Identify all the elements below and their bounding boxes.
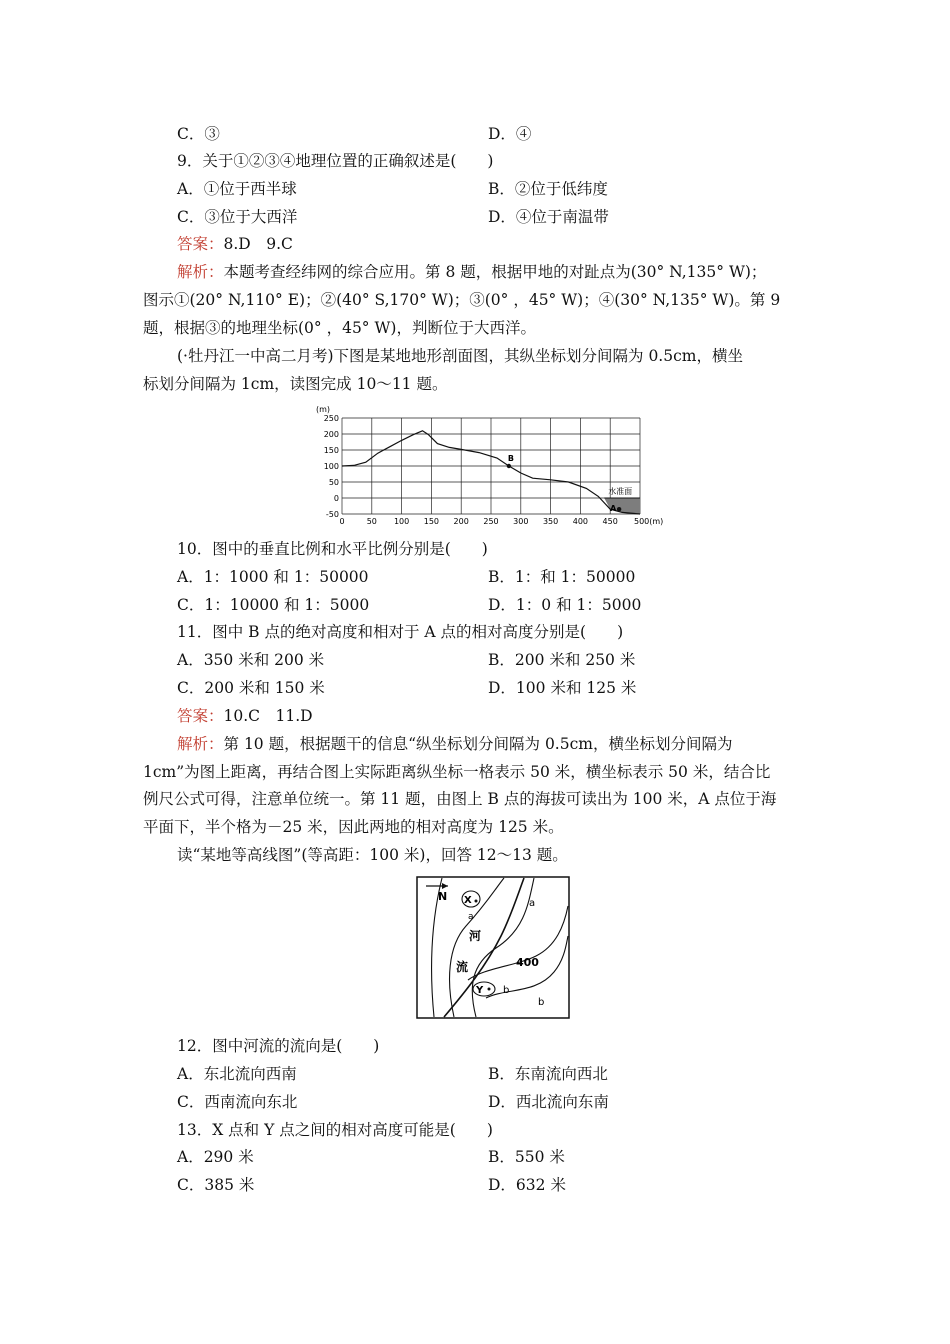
x-tick-label: 350	[542, 517, 559, 526]
x-point-marker	[475, 900, 478, 903]
q11-option-b: B．200 米和 250 米	[488, 651, 636, 669]
water-level-label: 水准面	[608, 487, 633, 496]
q13-option-d: D．632 米	[488, 1176, 566, 1194]
q10-stem: 10．图中的垂直比例和水平比例分别是( )	[177, 540, 488, 558]
x-tick-label: 450	[602, 517, 618, 526]
label-b-near-y: b	[503, 985, 510, 996]
explanation-line: 例尺公式可得，注意单位统一。第 11 题，由图上 B 点的海拔可读出为 100 米，A 点位于海	[143, 790, 777, 808]
intro-12-13: 读“某地等高线图”(等高距：100 米)，回答 12～13 题。	[177, 846, 568, 864]
terrain-profile-chart	[312, 402, 677, 530]
q11-option-a: A．350 米和 200 米	[177, 651, 325, 669]
y-tick-label: 250	[323, 414, 339, 423]
y-tick-label: 200	[323, 430, 339, 439]
intro-10-11: (·牡丹江一中高二月考)下图是某地地形剖面图，其纵坐标划分间隔为 0.5cm，横坐	[177, 347, 743, 365]
q9-option-b: B．②位于低纬度	[488, 180, 608, 198]
river-char-2: 流	[456, 960, 469, 974]
y-tick-label: 0	[333, 494, 339, 503]
label-a-near-x: a	[468, 912, 474, 922]
answer-label: 答案：	[177, 707, 224, 725]
q9-option-a: A．①位于西半球	[177, 180, 297, 198]
explanation-line	[177, 262, 766, 282]
q11-stem: 11．图中 B 点的绝对高度和相对于 A 点的相对高度分别是( )	[177, 623, 624, 641]
explanation-line: 题，根据③的地理坐标(0° ，45° W)，判断位于大西洋。	[143, 319, 536, 337]
x-point-label: X	[464, 895, 472, 906]
q13-option-b: B．550 米	[488, 1148, 565, 1166]
q12-stem: 12．图中河流的流向是( )	[177, 1037, 380, 1055]
q13-stem: 13．X 点和 Y 点之间的相对高度可能是( )	[177, 1121, 493, 1139]
x-tick-label: 0	[339, 517, 345, 526]
x-tick-label: 100	[393, 517, 410, 526]
q9-option-d: D．④位于南温带	[488, 208, 609, 226]
q12-option-d: D．西北流向东南	[488, 1093, 609, 1111]
explanation-line	[177, 734, 732, 754]
q10-option-c: C．1：10000 和 1：5000	[177, 596, 370, 614]
q12-option-a: A．东北流向西南	[177, 1065, 297, 1083]
north-label: N	[438, 890, 448, 903]
explanation-line: 1cm”为图上距离，再结合图上实际距离纵坐标一格表示 50 米，横坐标表示 50 米，结合比	[143, 763, 771, 781]
label-b: b	[538, 997, 545, 1008]
explanation-text: 本题考查经纬网的综合应用。第 8 题，根据甲地的对趾点为(30° N,135° W)；	[223, 263, 767, 281]
q11-option-d: D．100 米和 125 米	[488, 679, 637, 697]
q8-option-d: D．④	[488, 125, 532, 143]
x-tick-label: 500(m)	[634, 517, 664, 526]
q9-option-c: C．③位于大西洋	[177, 208, 298, 226]
explanation-line: 图示①(20° N,110° E)；②(40° S,170° W)；③(0° ，45° W)；④(30° N,135° W)。第 9	[143, 291, 781, 309]
q13-option-c: C．385 米	[177, 1176, 255, 1194]
y-tick-label: 100	[323, 462, 339, 471]
q12-option-b: B．东南流向西北	[488, 1065, 608, 1083]
chart-grid	[342, 418, 640, 514]
explanation-line: 平面下，半个格为－25 米，因此两地的相对高度为 125 米。	[143, 818, 564, 836]
q10-option-b: B．1：和 1：50000	[488, 568, 636, 586]
point-a-label: A	[610, 504, 617, 514]
y-axis-unit: (m)	[316, 405, 331, 414]
river-char-1: 河	[469, 929, 482, 943]
y-tick-label: -50	[325, 510, 339, 519]
x-tick-label: 150	[423, 517, 440, 526]
x-tick-label: 300	[513, 517, 529, 526]
y-point-marker	[488, 988, 491, 991]
explanation-text: 第 10 题，根据题干的信息“纵坐标划分间隔为 0.5cm，横坐标划分间隔为	[223, 735, 733, 753]
y-tick-label: 150	[323, 446, 339, 455]
point-b-marker	[507, 464, 511, 468]
explanation-label: 解析：	[177, 263, 224, 281]
answer-text: 10.C 11.D	[223, 707, 313, 725]
x-tick-label: 200	[453, 517, 469, 526]
answer-label: 答案：	[177, 235, 224, 253]
label-a: a	[529, 898, 536, 909]
q9-stem: 9．关于①②③④地理位置的正确叙述是( )	[177, 152, 494, 170]
x-tick-label: 400	[572, 517, 589, 526]
y-tick-label: 50	[328, 478, 339, 487]
contour-map	[416, 876, 570, 1019]
intro-10-11: 标划分间隔为 1cm，读图完成 10～11 题。	[143, 375, 448, 393]
q13-option-a: A．290 米	[177, 1148, 254, 1166]
x-tick-label: 50	[366, 517, 377, 526]
explanation-label: 解析：	[177, 735, 224, 753]
q10-option-a: A．1：1000 和 1：50000	[177, 568, 369, 586]
contour-value: 400	[516, 956, 539, 969]
q8-option-c: C．③	[177, 125, 220, 143]
point-b-label: B	[507, 454, 514, 463]
answer-8-9	[177, 234, 293, 254]
q10-option-d: D．1：0 和 1：5000	[488, 596, 642, 614]
q12-option-c: C．西南流向东北	[177, 1093, 298, 1111]
answer-text: 8.D 9.C	[223, 235, 293, 253]
answer-10-11	[177, 706, 313, 726]
chart-points	[507, 454, 622, 513]
x-tick-label: 250	[483, 517, 499, 526]
q11-option-c: C．200 米和 150 米	[177, 679, 325, 697]
y-point-label: Y	[476, 985, 484, 996]
point-a-marker	[617, 507, 621, 511]
